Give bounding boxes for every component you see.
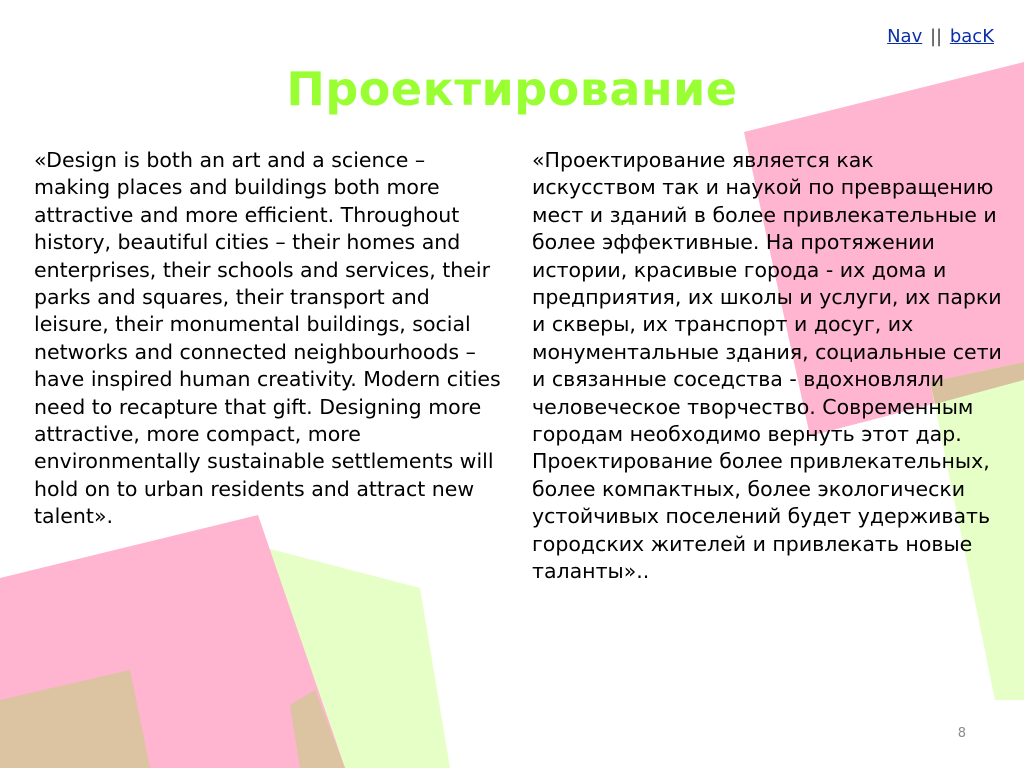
slide-title: Проектирование — [286, 62, 738, 116]
nav-separator: || — [929, 26, 943, 47]
english-quote: «Design is both an art and a science – making places and buildings both more attractive and more efficient. Throughout history, beautiful cities – their homes and enterprises, their schools and services, their parks and squares, their transport and leisure, their monumental buildings, social networks and connected neighbourhoods – have inspired human creativity. Modern cities need to recapture that gift. Designing more attractive, more compact, more environmentally sustainable settlements will hold on to urban residents and attract new talent». — [34, 148, 501, 529]
russian-quote: «Проектирование является как искусством так и наукой по превращению мест и зданий в более привлекательные и более эффективные. На протяжении истории, красивые города - их дома и предприятия, их школы и услуги, их парки и скверы, их транспорт и досуг, их монументальные здания, социальные сети и связанные соседства - вдохновляли человеческое творчество. Современным городам необходимо вернуть этот дар. Проектирование более привлекательных, более компактных, более экологически устойчивых поселений будет удерживать городских жителей и привлекать новые таланты».. — [532, 148, 1002, 584]
nav-links — [887, 26, 994, 47]
nav-link[interactable]: Nav — [887, 26, 923, 47]
back-link[interactable]: bacK — [949, 26, 994, 47]
page-number: 8 — [957, 726, 966, 741]
